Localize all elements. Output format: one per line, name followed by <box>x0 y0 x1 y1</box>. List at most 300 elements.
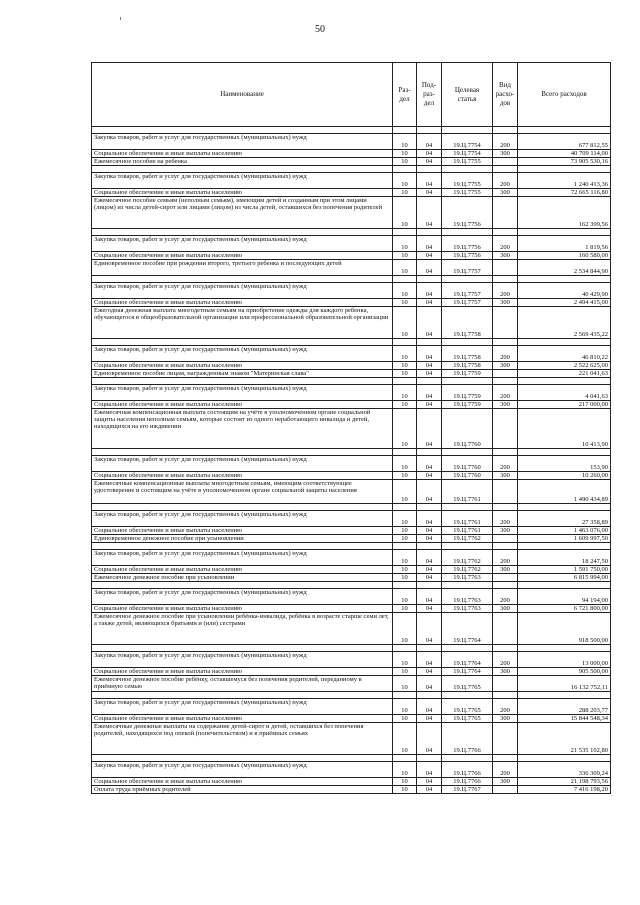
cell-total: 7 416 198,20 <box>518 786 611 794</box>
table-row <box>92 613 611 645</box>
cell-razdel: 10 <box>393 385 417 401</box>
cell-total: 94 194,00 <box>518 589 611 605</box>
spacer-cell <box>518 378 611 385</box>
spacer-cell <box>518 449 611 456</box>
cell-vid: 200 <box>493 652 518 668</box>
table-row <box>92 299 611 307</box>
row-spacer <box>92 127 611 134</box>
cell-razdel: 10 <box>393 480 417 504</box>
spacer-cell <box>442 276 493 283</box>
spacer-cell <box>493 692 518 699</box>
table-row <box>92 605 611 613</box>
spacer-cell <box>92 692 393 699</box>
cell-vid: 300 <box>493 566 518 574</box>
cell-statya: 19.Ц.7765 <box>442 676 493 692</box>
table-row <box>92 307 611 339</box>
cell-podrazdel: 04 <box>417 715 442 723</box>
cell-statya: 19.Ц.7761 <box>442 511 493 527</box>
cell-vid: 300 <box>493 252 518 260</box>
table-row <box>92 715 611 723</box>
header-name: Наименование <box>92 63 393 127</box>
cell-statya: 19.Ц.7757 <box>442 260 493 276</box>
cell-name: Социальное обеспечение и иные выплаты населению <box>92 668 393 676</box>
cell-vid: 200 <box>493 173 518 189</box>
cell-statya: 19.Ц.7761 <box>442 527 493 535</box>
cell-podrazdel: 04 <box>417 134 442 150</box>
row-spacer <box>92 378 611 385</box>
spacer-cell <box>417 166 442 173</box>
table-row <box>92 456 611 472</box>
table-row <box>92 150 611 158</box>
cell-statya: 19.Ц.7760 <box>442 409 493 449</box>
spacer-cell <box>518 755 611 762</box>
cell-total: 217 000,00 <box>518 401 611 409</box>
cell-vid: 200 <box>493 346 518 362</box>
table-row <box>92 409 611 449</box>
spacer-cell <box>493 166 518 173</box>
cell-name: Закупка товаров, работ и услуг для государственных (муниципальных) нужд <box>92 283 393 299</box>
cell-name: Ежемесячное денежное пособие ребёнку, оставшемуся без попечения родителей, переданному в приёмную семью <box>92 676 393 692</box>
spacer-cell <box>92 504 393 511</box>
cell-vid <box>493 535 518 543</box>
cell-statya: 19.Ц.7766 <box>442 762 493 778</box>
spacer-cell <box>442 504 493 511</box>
cell-razdel: 10 <box>393 173 417 189</box>
spacer-cell <box>92 755 393 762</box>
table-body <box>92 127 611 794</box>
cell-podrazdel: 04 <box>417 527 442 535</box>
cell-statya: 19.Ц.7763 <box>442 605 493 613</box>
spacer-cell <box>493 229 518 236</box>
cell-total: 918 500,00 <box>518 613 611 645</box>
cell-statya: 19.Ц.7761 <box>442 480 493 504</box>
cell-vid <box>493 307 518 339</box>
cell-podrazdel: 04 <box>417 236 442 252</box>
spacer-cell <box>518 645 611 652</box>
cell-podrazdel: 04 <box>417 260 442 276</box>
table-row <box>92 362 611 370</box>
cell-podrazdel: 04 <box>417 566 442 574</box>
cell-podrazdel: 04 <box>417 370 442 378</box>
cell-vid <box>493 676 518 692</box>
cell-razdel: 10 <box>393 299 417 307</box>
cell-statya: 19.Ц.7764 <box>442 652 493 668</box>
cell-vid: 200 <box>493 550 518 566</box>
table-row <box>92 723 611 755</box>
cell-total: 40 429,90 <box>518 283 611 299</box>
cell-statya: 19.Ц.7755 <box>442 158 493 166</box>
cell-vid: 300 <box>493 472 518 480</box>
cell-razdel: 10 <box>393 527 417 535</box>
spacer-cell <box>92 339 393 346</box>
spacer-cell <box>493 449 518 456</box>
table-row <box>92 346 611 362</box>
cell-podrazdel: 04 <box>417 409 442 449</box>
table-row <box>92 385 611 401</box>
cell-total: 677 812,55 <box>518 134 611 150</box>
cell-total: 18 247,50 <box>518 550 611 566</box>
cell-name: Единовременное пособие при рождении второго, третьего ребенка и последующих детей <box>92 260 393 276</box>
spacer-cell <box>442 582 493 589</box>
cell-total: 16 132 752,11 <box>518 676 611 692</box>
cell-statya: 19.Ц.7757 <box>442 283 493 299</box>
spacer-cell <box>417 645 442 652</box>
cell-podrazdel: 04 <box>417 362 442 370</box>
cell-total: 2 522 625,00 <box>518 362 611 370</box>
cell-vid <box>493 786 518 794</box>
cell-podrazdel: 04 <box>417 173 442 189</box>
cell-total: 72 665 116,80 <box>518 189 611 197</box>
spacer-cell <box>493 127 518 134</box>
spacer-cell <box>442 229 493 236</box>
cell-total: 2 569 435,22 <box>518 307 611 339</box>
cell-statya: 19.Ц.7754 <box>442 134 493 150</box>
header-statya: Целевая статья <box>442 63 493 127</box>
cell-vid: 200 <box>493 511 518 527</box>
cell-name: Закупка товаров, работ и услуг для государственных (муниципальных) нужд <box>92 699 393 715</box>
cell-total: 21 535 102,80 <box>518 723 611 755</box>
cell-razdel: 10 <box>393 150 417 158</box>
cell-name: Закупка товаров, работ и услуг для государственных (муниципальных) нужд <box>92 346 393 362</box>
cell-statya: 19.Ц.7759 <box>442 385 493 401</box>
cell-statya: 19.Ц.7767 <box>442 786 493 794</box>
cell-podrazdel: 04 <box>417 346 442 362</box>
cell-razdel: 10 <box>393 574 417 582</box>
cell-podrazdel: 04 <box>417 574 442 582</box>
table-row <box>92 511 611 527</box>
cell-statya: 19.Ц.7766 <box>442 778 493 786</box>
table-row <box>92 260 611 276</box>
cell-total: 4 041,63 <box>518 385 611 401</box>
cell-vid: 200 <box>493 456 518 472</box>
cell-podrazdel: 04 <box>417 307 442 339</box>
cell-razdel: 10 <box>393 456 417 472</box>
table-row <box>92 676 611 692</box>
cell-vid <box>493 613 518 645</box>
spacer-cell <box>442 378 493 385</box>
cell-razdel: 10 <box>393 346 417 362</box>
spacer-cell <box>92 166 393 173</box>
table-row <box>92 283 611 299</box>
spacer-cell <box>417 449 442 456</box>
cell-total: 1 591 750,00 <box>518 566 611 574</box>
cell-vid: 300 <box>493 668 518 676</box>
spacer-cell <box>417 339 442 346</box>
table-row <box>92 786 611 794</box>
cell-podrazdel: 04 <box>417 189 442 197</box>
cell-razdel: 10 <box>393 236 417 252</box>
cell-razdel: 10 <box>393 134 417 150</box>
spacer-cell <box>417 276 442 283</box>
row-spacer <box>92 692 611 699</box>
cell-name: Ежемесячная компенсационная выплата состоящим на учёте в уполномоченном органе социальной защиты населения неполным семьям, которые состоят из одного неработающего инвалида и детей, находящихся на его иждивении <box>92 409 393 449</box>
cell-name: Социальное обеспечение и иные выплаты населению <box>92 252 393 260</box>
cell-total: 73 905 530,16 <box>518 158 611 166</box>
cell-name: Закупка товаров, работ и услуг для государственных (муниципальных) нужд <box>92 652 393 668</box>
cell-vid: 300 <box>493 150 518 158</box>
cell-statya: 19.Ц.7766 <box>442 723 493 755</box>
cell-podrazdel: 04 <box>417 283 442 299</box>
spacer-cell <box>92 543 393 550</box>
table-header-row <box>92 63 611 127</box>
cell-vid: 200 <box>493 236 518 252</box>
cell-vid: 300 <box>493 605 518 613</box>
spacer-cell <box>393 127 417 134</box>
cell-total: 27 358,89 <box>518 511 611 527</box>
cell-vid <box>493 197 518 229</box>
cell-total: 2 534 844,90 <box>518 260 611 276</box>
spacer-cell <box>393 582 417 589</box>
spacer-cell <box>493 645 518 652</box>
cell-razdel: 10 <box>393 472 417 480</box>
cell-razdel: 10 <box>393 401 417 409</box>
spacer-cell <box>442 339 493 346</box>
spacer-cell <box>417 229 442 236</box>
cell-statya: 19.Ц.7757 <box>442 299 493 307</box>
spacer-cell <box>417 127 442 134</box>
cell-razdel: 10 <box>393 778 417 786</box>
cell-name: Ежемесячное пособие семьям (неполным семьям), имеющим детей и созданным при этом лицами (лицом) из числа детей-сирот или лицами (лицом) из числа детей, оставшихся без попечения родителей <box>92 197 393 229</box>
header-total: Всего расходов <box>518 63 611 127</box>
cell-statya: 19.Ц.7763 <box>442 574 493 582</box>
cell-podrazdel: 04 <box>417 589 442 605</box>
spacer-cell <box>417 378 442 385</box>
cell-razdel: 10 <box>393 409 417 449</box>
cell-name: Ежемесячные денежные выплаты на содержание детей-сирот и детей, оставшихся без попечения родителей, находящихся под опекой (попечительством) и в приёмных семьях <box>92 723 393 755</box>
cell-vid: 300 <box>493 715 518 723</box>
cell-razdel: 10 <box>393 613 417 645</box>
budget-table <box>91 62 611 794</box>
cell-total: 905 500,00 <box>518 668 611 676</box>
cell-podrazdel: 04 <box>417 456 442 472</box>
cell-total: 160 580,00 <box>518 252 611 260</box>
row-spacer <box>92 543 611 550</box>
spacer-cell <box>393 543 417 550</box>
cell-name: Социальное обеспечение и иные выплаты населению <box>92 189 393 197</box>
cell-statya: 19.Ц.7764 <box>442 668 493 676</box>
cell-vid: 300 <box>493 401 518 409</box>
cell-statya: 19.Ц.7754 <box>442 150 493 158</box>
scan-mark <box>120 17 121 20</box>
spacer-cell <box>518 543 611 550</box>
spacer-cell <box>92 449 393 456</box>
cell-total: 15 844 548,34 <box>518 715 611 723</box>
cell-total: 6 721 800,00 <box>518 605 611 613</box>
cell-name: Социальное обеспечение и иные выплаты населению <box>92 527 393 535</box>
cell-vid: 200 <box>493 385 518 401</box>
cell-razdel: 10 <box>393 535 417 543</box>
cell-podrazdel: 04 <box>417 605 442 613</box>
cell-razdel: 10 <box>393 566 417 574</box>
spacer-cell <box>393 449 417 456</box>
spacer-cell <box>393 378 417 385</box>
cell-podrazdel: 04 <box>417 723 442 755</box>
spacer-cell <box>518 504 611 511</box>
cell-total: 46 810,22 <box>518 346 611 362</box>
cell-name: Социальное обеспечение и иные выплаты населению <box>92 778 393 786</box>
cell-podrazdel: 04 <box>417 535 442 543</box>
cell-statya: 19.Ц.7755 <box>442 189 493 197</box>
spacer-cell <box>417 755 442 762</box>
cell-podrazdel: 04 <box>417 676 442 692</box>
spacer-cell <box>393 276 417 283</box>
cell-statya: 19.Ц.7760 <box>442 472 493 480</box>
cell-vid: 300 <box>493 778 518 786</box>
cell-razdel: 10 <box>393 158 417 166</box>
cell-podrazdel: 04 <box>417 472 442 480</box>
spacer-cell <box>442 127 493 134</box>
cell-name: Закупка товаров, работ и услуг для государственных (муниципальных) нужд <box>92 589 393 605</box>
cell-name: Ежемесячное денежное пособие при усыновлении ребёнка-инвалида, ребёнка в возрасте старше семи лет, а также детей, являющихся братьями и (или) сестрами <box>92 613 393 645</box>
cell-podrazdel: 04 <box>417 401 442 409</box>
spacer-cell <box>442 755 493 762</box>
table-row <box>92 480 611 504</box>
cell-total: 336 309,24 <box>518 762 611 778</box>
cell-statya: 19.Ц.7759 <box>442 401 493 409</box>
cell-total: 21 198 793,56 <box>518 778 611 786</box>
cell-podrazdel: 04 <box>417 299 442 307</box>
cell-name: Закупка товаров, работ и услуг для государственных (муниципальных) нужд <box>92 456 393 472</box>
spacer-cell <box>493 276 518 283</box>
table-row <box>92 158 611 166</box>
spacer-cell <box>518 127 611 134</box>
cell-podrazdel: 04 <box>417 480 442 504</box>
spacer-cell <box>442 449 493 456</box>
row-spacer <box>92 229 611 236</box>
cell-podrazdel: 04 <box>417 778 442 786</box>
spacer-cell <box>417 582 442 589</box>
spacer-cell <box>493 543 518 550</box>
cell-total: 1 609 997,50 <box>518 535 611 543</box>
cell-name: Социальное обеспечение и иные выплаты населению <box>92 566 393 574</box>
cell-total: 6 815 994,00 <box>518 574 611 582</box>
cell-name: Ежегодная денежная выплата многодетным семьям на приобретение одежды для каждого ребенка, обучающегося в общеобразовательной организации или профессиональной образовательной организации <box>92 307 393 339</box>
cell-razdel: 10 <box>393 362 417 370</box>
cell-statya: 19.Ц.7759 <box>442 370 493 378</box>
cell-total: 1 490 434,89 <box>518 480 611 504</box>
spacer-cell <box>518 582 611 589</box>
cell-statya: 19.Ц.7765 <box>442 715 493 723</box>
cell-statya: 19.Ц.7762 <box>442 535 493 543</box>
cell-podrazdel: 04 <box>417 550 442 566</box>
cell-name: Единовременное денежное пособие при усыновлении <box>92 535 393 543</box>
cell-razdel: 10 <box>393 699 417 715</box>
table-row <box>92 236 611 252</box>
cell-vid: 200 <box>493 283 518 299</box>
cell-razdel: 10 <box>393 652 417 668</box>
cell-razdel: 10 <box>393 252 417 260</box>
spacer-cell <box>393 339 417 346</box>
cell-statya: 19.Ц.7758 <box>442 307 493 339</box>
cell-razdel: 10 <box>393 589 417 605</box>
row-spacer <box>92 582 611 589</box>
table-row <box>92 197 611 229</box>
spacer-cell <box>442 692 493 699</box>
cell-razdel: 10 <box>393 260 417 276</box>
spacer-cell <box>417 692 442 699</box>
cell-name: Оплата труда приёмных родителей <box>92 786 393 794</box>
cell-podrazdel: 04 <box>417 385 442 401</box>
cell-razdel: 10 <box>393 605 417 613</box>
row-spacer <box>92 339 611 346</box>
spacer-cell <box>442 543 493 550</box>
spacer-cell <box>493 339 518 346</box>
cell-razdel: 10 <box>393 715 417 723</box>
header-razdel: Раз- дел <box>393 63 417 127</box>
table-row <box>92 574 611 582</box>
cell-vid: 200 <box>493 134 518 150</box>
cell-name: Закупка товаров, работ и услуг для государственных (муниципальных) нужд <box>92 511 393 527</box>
cell-name: Социальное обеспечение и иные выплаты населению <box>92 362 393 370</box>
spacer-cell <box>417 543 442 550</box>
cell-name: Ежемесячные компенсационные выплаты многодетным семьям, имеющим соответствующее удостоверение и состоящим на учёте в уполномоченном органе социальной защиты населения <box>92 480 393 504</box>
table-row <box>92 472 611 480</box>
table-row <box>92 134 611 150</box>
cell-razdel: 10 <box>393 189 417 197</box>
cell-total: 10 413,90 <box>518 409 611 449</box>
cell-total: 221 041,63 <box>518 370 611 378</box>
cell-total: 1 240 413,36 <box>518 173 611 189</box>
cell-razdel: 10 <box>393 307 417 339</box>
spacer-cell <box>393 504 417 511</box>
cell-podrazdel: 04 <box>417 511 442 527</box>
cell-name: Социальное обеспечение и иные выплаты населению <box>92 299 393 307</box>
spacer-cell <box>92 127 393 134</box>
cell-total: 153,90 <box>518 456 611 472</box>
cell-name: Закупка товаров, работ и услуг для государственных (муниципальных) нужд <box>92 762 393 778</box>
cell-podrazdel: 04 <box>417 150 442 158</box>
spacer-cell <box>393 755 417 762</box>
table-row <box>92 589 611 605</box>
cell-vid: 300 <box>493 299 518 307</box>
spacer-cell <box>442 166 493 173</box>
cell-vid <box>493 723 518 755</box>
spacer-cell <box>493 504 518 511</box>
cell-vid <box>493 260 518 276</box>
cell-name: Социальное обеспечение и иные выплаты населению <box>92 472 393 480</box>
cell-razdel: 10 <box>393 511 417 527</box>
cell-total: 2 494 415,00 <box>518 299 611 307</box>
cell-podrazdel: 04 <box>417 699 442 715</box>
cell-podrazdel: 04 <box>417 197 442 229</box>
header-vid: Вид расхо- дов <box>493 63 518 127</box>
cell-statya: 19.Ц.7765 <box>442 699 493 715</box>
cell-name: Закупка товаров, работ и услуг для государственных (муниципальных) нужд <box>92 385 393 401</box>
cell-razdel: 10 <box>393 723 417 755</box>
cell-razdel: 10 <box>393 668 417 676</box>
table-row <box>92 173 611 189</box>
cell-razdel: 10 <box>393 283 417 299</box>
spacer-cell <box>518 276 611 283</box>
cell-name: Ежемесячное денежное пособие при усыновлении <box>92 574 393 582</box>
cell-name: Социальное обеспечение и иные выплаты населению <box>92 605 393 613</box>
cell-podrazdel: 04 <box>417 613 442 645</box>
table-row <box>92 699 611 715</box>
table-row <box>92 370 611 378</box>
cell-name: Закупка товаров, работ и услуг для государственных (муниципальных) нужд <box>92 134 393 150</box>
cell-total: 1 463 076,00 <box>518 527 611 535</box>
cell-vid <box>493 574 518 582</box>
row-spacer <box>92 449 611 456</box>
cell-statya: 19.Ц.7756 <box>442 197 493 229</box>
spacer-cell <box>518 229 611 236</box>
spacer-cell <box>493 755 518 762</box>
cell-razdel: 10 <box>393 762 417 778</box>
cell-podrazdel: 04 <box>417 252 442 260</box>
spacer-cell <box>417 504 442 511</box>
table-row <box>92 252 611 260</box>
cell-vid <box>493 480 518 504</box>
